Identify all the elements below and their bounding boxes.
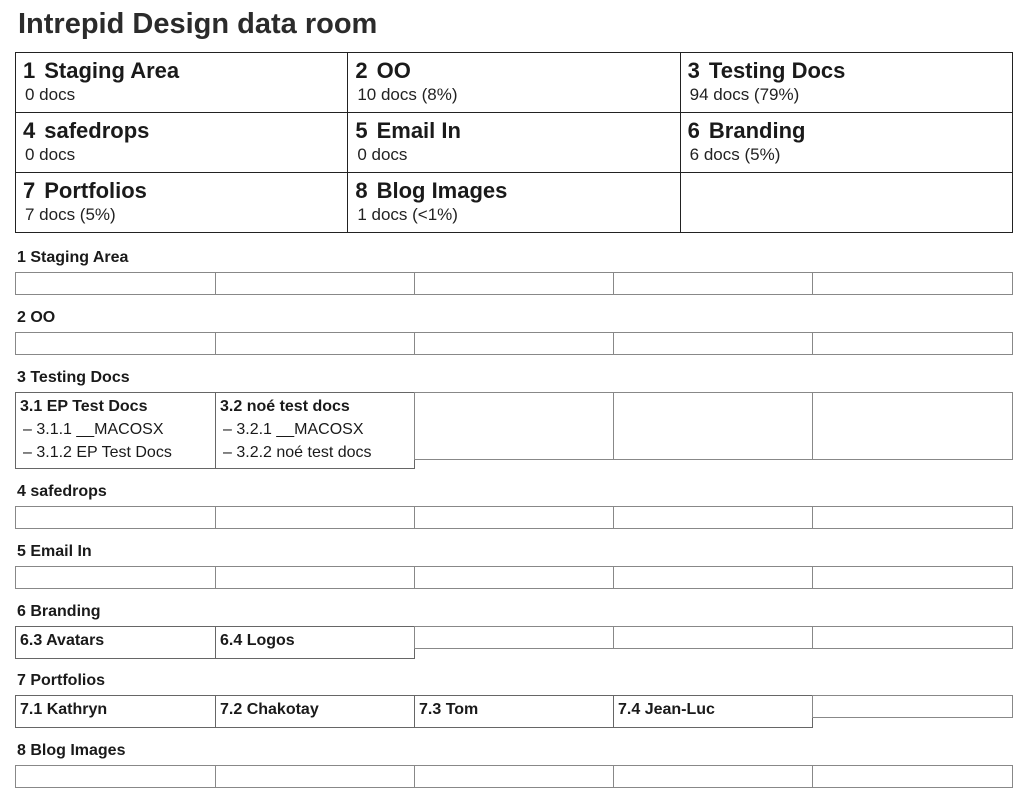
folder-slot-empty (613, 272, 813, 295)
folder-title[interactable]: 3.2 noé test docs (220, 398, 350, 415)
subfolder-link[interactable]: – 3.2.1 __MACOSX (223, 421, 364, 438)
summary-cell[interactable] (348, 173, 680, 233)
folder-slot-empty (613, 506, 813, 529)
summary-cell[interactable] (680, 53, 1012, 113)
summary-cell[interactable] (16, 173, 348, 233)
summary-cell[interactable] (16, 53, 348, 113)
folder-card[interactable] (15, 626, 216, 659)
section-label: 5 Email In (17, 543, 92, 560)
folder-card[interactable] (215, 626, 415, 659)
folder-slot-empty (215, 272, 415, 295)
folder-slot-empty (414, 566, 614, 589)
summary-cell[interactable] (348, 113, 680, 173)
folder-slot-empty (414, 332, 614, 355)
folder-title[interactable]: 6.3 Avatars (20, 632, 105, 649)
section-label: 4 safedrops (17, 483, 107, 500)
summary-title[interactable]: 2 OO (355, 58, 411, 83)
folder-title[interactable]: 3.1 EP Test Docs (20, 398, 148, 415)
folder-slot-empty (414, 506, 614, 529)
folder-slot-empty (414, 626, 614, 649)
section-label: 1 Staging Area (17, 249, 129, 266)
folder-slot-empty (613, 332, 813, 355)
subfolder-link[interactable]: – 3.1.1 __MACOSX (23, 421, 164, 438)
folder-slot-empty (613, 765, 813, 788)
folder-title[interactable]: 7.4 Jean-Luc (618, 701, 715, 718)
folder-card[interactable] (215, 392, 415, 469)
summary-count: 0 docs (25, 145, 76, 164)
folder-slot-empty (215, 332, 415, 355)
folder-slot-empty (613, 392, 813, 460)
folder-slot-empty (15, 566, 216, 589)
folder-slot-empty (414, 392, 614, 460)
folder-slot-empty (215, 566, 415, 589)
folder-slot-empty (15, 272, 216, 295)
summary-cell-empty (680, 173, 1012, 233)
section-label: 3 Testing Docs (17, 369, 130, 386)
summary-cell[interactable] (348, 53, 680, 113)
section-label: 7 Portfolios (17, 672, 106, 689)
folder-card[interactable] (15, 392, 216, 469)
folder-slot-empty (812, 392, 1013, 460)
summary-count: 7 docs (5%) (25, 205, 116, 224)
folder-slot-empty (15, 765, 216, 788)
summary-title[interactable]: 4 safedrops (23, 118, 150, 143)
folder-card[interactable] (215, 695, 415, 728)
folder-slot-empty (812, 695, 1013, 718)
folder-card[interactable] (613, 695, 813, 728)
summary-cell[interactable] (680, 113, 1012, 173)
summary-count: 10 docs (8%) (357, 85, 458, 104)
folder-title[interactable]: 7.3 Tom (419, 701, 479, 718)
summary-title[interactable]: 8 Blog Images (355, 178, 508, 203)
section-label: 8 Blog Images (17, 742, 126, 759)
summary-count: 94 docs (79%) (689, 85, 800, 104)
folder-slot-empty (15, 506, 216, 529)
summary-count: 0 docs (25, 85, 76, 104)
subfolder-link[interactable]: – 3.1.2 EP Test Docs (23, 444, 172, 461)
page-title: Intrepid Design data room (18, 8, 378, 40)
folder-title[interactable]: 7.1 Kathryn (20, 701, 108, 718)
summary-title[interactable]: 1 Staging Area (23, 58, 180, 83)
summary-count: 6 docs (5%) (689, 145, 781, 164)
folder-slot-empty (414, 272, 614, 295)
section-label: 6 Branding (17, 603, 101, 620)
folder-title[interactable]: 7.2 Chakotay (220, 701, 319, 718)
folder-slot-empty (613, 626, 813, 649)
section-label: 2 OO (17, 309, 56, 326)
summary-title[interactable]: 5 Email In (355, 118, 461, 143)
folder-slot-empty (812, 506, 1013, 529)
folder-slot-empty (215, 506, 415, 529)
summary-title[interactable]: 3 Testing Docs (687, 58, 846, 83)
folder-slot-empty (812, 765, 1013, 788)
folder-slot-empty (812, 272, 1013, 295)
summary-title[interactable]: 6 Branding (687, 118, 806, 143)
summary-count: 0 docs (357, 145, 408, 164)
folder-slot-empty (812, 566, 1013, 589)
summary-cell[interactable] (16, 113, 348, 173)
summary-count: 1 docs (<1%) (357, 205, 458, 224)
subfolder-link[interactable]: – 3.2.2 noé test docs (223, 444, 372, 461)
folder-card[interactable] (15, 695, 216, 728)
folder-slot-empty (812, 332, 1013, 355)
folder-slot-empty (15, 332, 216, 355)
folder-slot-empty (414, 765, 614, 788)
folder-slot-empty (812, 626, 1013, 649)
folder-title[interactable]: 6.4 Logos (220, 632, 295, 649)
summary-table (15, 52, 1013, 233)
folder-slot-empty (613, 566, 813, 589)
folder-card[interactable] (414, 695, 614, 728)
folder-slot-empty (215, 765, 415, 788)
summary-title[interactable]: 7 Portfolios (23, 178, 147, 203)
